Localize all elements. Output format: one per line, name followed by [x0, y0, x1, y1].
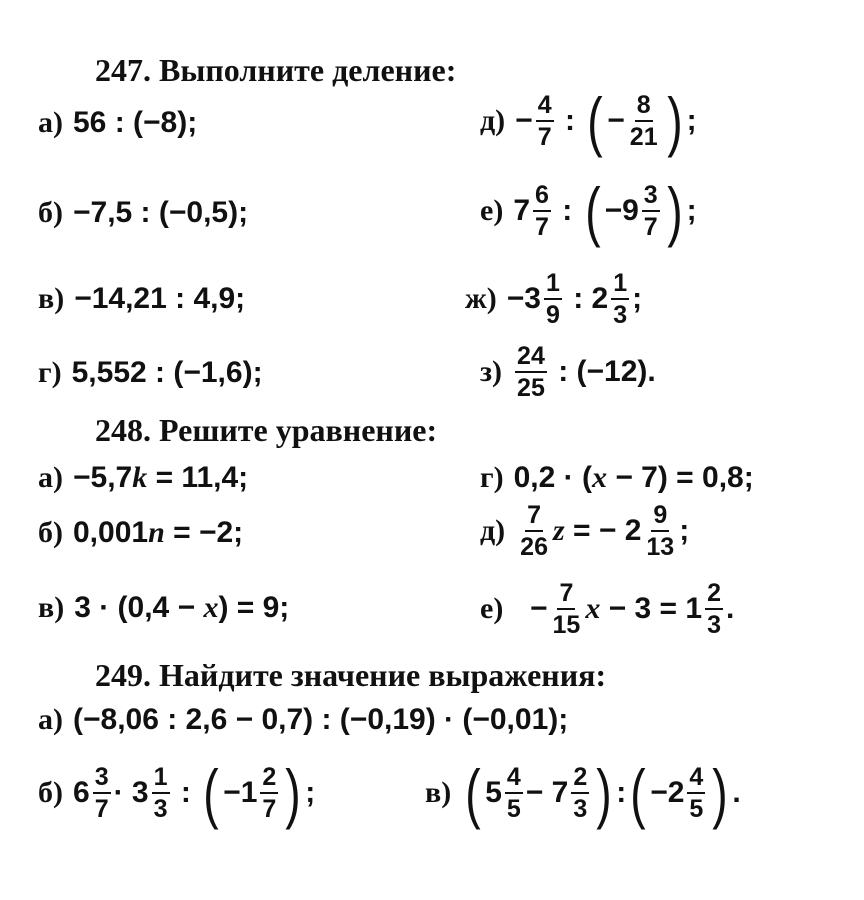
item-label: а) — [38, 106, 63, 139]
item-label: г) — [38, 356, 62, 389]
fraction: $\frac{8}{21}$ — [629, 91, 658, 152]
expression: 56 : (−8); — [73, 106, 198, 139]
item-label: б) — [38, 196, 63, 229]
p249-item-a — [38, 705, 568, 735]
item-label: г) — [480, 461, 504, 494]
fraction: $\frac{7}{26}$ — [520, 501, 548, 562]
item-label: в) — [425, 776, 452, 810]
expression: (−8,06 : 2,6 − 0,7) : (−0,19) · (−0,01); — [73, 703, 569, 736]
p247-item-g — [38, 358, 263, 388]
item-label: е) — [480, 194, 504, 228]
item-label: ж) — [465, 282, 497, 316]
p249-item-v: в) ( 5 $\frac{4}{5}$ − 7 $\frac{2}{3}$ ) : ( −2 $\frac{4}{5}$ ) . — [425, 756, 741, 831]
item-label: б) — [38, 516, 63, 549]
fraction: $\frac{1}{3}$ — [153, 763, 168, 824]
fraction: $\frac{24}{25}$ — [517, 342, 545, 403]
fraction: $\frac{3}{7}$ — [643, 181, 658, 242]
item-label: в) — [38, 282, 65, 315]
expression: −7,5 : (−0,5); — [73, 196, 249, 229]
fraction: $\frac{6}{7}$ — [535, 181, 549, 242]
p247-item-v — [38, 284, 245, 314]
item-label: д) — [480, 514, 506, 548]
expression: 5,552 : (−1,6); — [71, 356, 263, 389]
fraction: $\frac{4}{5}$ — [689, 763, 704, 824]
p247-item-e: е) 7 $\frac{6}{7}$ : ( −9 $\frac{3}{7}$ ) ; — [480, 174, 697, 249]
p248-item-d: д) $\frac{7}{26}$ z = − 2 $\frac{9}{13}$ ; — [480, 501, 690, 562]
item-label: д) — [480, 104, 506, 138]
p247-item-z — [480, 343, 656, 402]
p249-item-b: б) 6 $\frac{3}{7}$ · 3 $\frac{1}{3}$ : ( −1 $\frac{2}{7}$ ) ; — [38, 756, 316, 831]
item-label: а) — [38, 461, 63, 494]
p247-item-zh: ж) −3 $\frac{1}{9}$ : 2 $\frac{1}{3}$ ; — [465, 269, 643, 330]
item-label: е) — [480, 592, 504, 626]
problem-247-title: 247. Выполните деление: — [95, 52, 457, 88]
fraction: $\frac{3}{7}$ — [94, 763, 109, 824]
problem-249-title: 249. Найдите значение выражения: — [95, 657, 607, 693]
item-label: з) — [480, 355, 503, 389]
p248-item-v: в) 3 · (0,4 − x ) = 9; — [38, 591, 290, 624]
fraction: $\frac{4}{5}$ — [506, 763, 521, 824]
fraction: $\frac{1}{9}$ — [545, 269, 560, 330]
expression: −14,21 : 4,9; — [74, 282, 246, 315]
item-label: в) — [38, 591, 65, 624]
fraction: $\frac{1}{3}$ — [613, 269, 628, 330]
item-label: б) — [38, 776, 63, 810]
fraction: $\frac{2}{3}$ — [707, 579, 721, 640]
fraction: $\frac{2}{7}$ — [262, 763, 277, 824]
p247-item-a — [38, 108, 197, 138]
p247-item-b — [38, 198, 248, 228]
expression: : (−12). — [549, 355, 656, 389]
p248-item-e: е) − $\frac{7}{15}$ x − 3 = 1 $\frac{2}{3}$ . — [480, 579, 735, 640]
fraction: $\frac{7}{15}$ — [552, 579, 581, 640]
p248-item-a: а) −5,7 k = 11,4; — [38, 461, 249, 494]
fraction: $\frac{9}{13}$ — [646, 501, 675, 562]
fraction: $\frac{4}{7}$ — [537, 91, 552, 152]
problem-248-title: 248. Решите уравнение: — [95, 412, 438, 448]
p248-item-b: б) 0,001 n = −2; — [38, 516, 244, 549]
fraction: $\frac{2}{3}$ — [573, 763, 588, 824]
p248-item-g: г) 0,2 · ( x − 7) = 0,8; — [480, 461, 754, 494]
item-label: а) — [38, 703, 63, 736]
p247-item-d: д) − $\frac{4}{7}$ : ( − $\frac{8}{21}$ ) ; — [480, 84, 697, 159]
